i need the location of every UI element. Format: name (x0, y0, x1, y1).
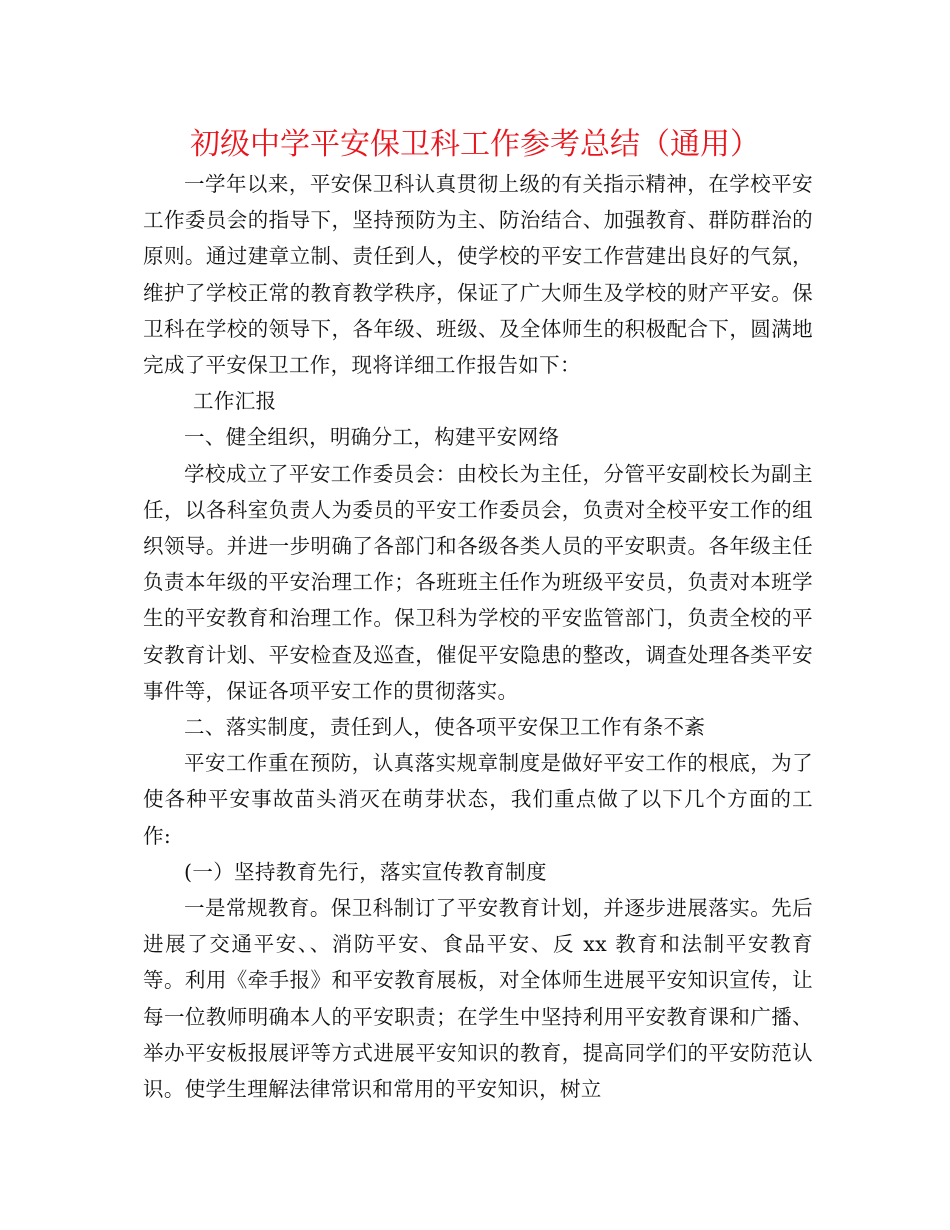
document-body (143, 166, 813, 1107)
paragraph-section-1: 学校成立了平安工作委员会：由校长为主任，分管平安副校长为副主任，以各科室负责人为委员的平安工作委员会，负责对全校平安工作的组织领导。并进一步明确了各部门和各级各类人员的平安职责。各年级主任负责本年级的平安治理工作；各班班主任作为班级平安员，负责对本班学生的平安教育和治理工作。保卫科为学校的平安监管部门，负责全校的平安教育计划、平安检查及巡查，催促平安隐患的整改，调查处理各类平安事件等，保证各项平安工作的贯彻落实。 (143, 461, 813, 703)
heading-subsection-1: (一）坚持教育先行，落实宣传教育制度 (184, 859, 547, 884)
paragraph-section-2: 平安工作重在预防，认真落实规章制度是做好平安工作的根底，为了使各种平安事故苗头消灭在萌芽状态，我们重点做了以下几个方面的工作: (143, 751, 813, 848)
paragraph-intro: 一学年以来，平安保卫科认真贯彻上级的有关指示精神，在学校平安工作委员会的指导下，坚持预防为主、防治结合、加强教育、群防群治的原则。通过建章立制、责任到人，使学校的平安工作营建出良好的气氛，维护了学校正常的教育教学秩序，保证了广大师生及学校的财产平安。保卫科在学校的领导下，各年级、班级、及全体师生的积极配合下，圆满地完成了平安保卫工作，现将详细工作报告如下： (143, 172, 813, 378)
heading-work-report: 工作汇报 (193, 389, 277, 414)
heading-section-1: 一、健全组织，明确分工，构建平安网络 (184, 425, 560, 450)
heading-section-2: 二、落实制度，责任到人，使各项平安保卫工作有条不紊 (184, 715, 706, 740)
paragraph-subsection-1: 一是常规教育。保卫科制订了平安教育计划，并逐步进展落实。先后进展了交通平安、、消防平安、食品平安、反 xx 教育和法制平安教育等。利用《牵手报》和平安教育展板，对全体师生进展平安知识宣传，让每一位教师明确本人的平安职责；在学生中坚持利用平安教育课和广播、举办平安板报展评等方式进展平安知识的教育，提高同学们的平安防范认识。使学生理解法律常识和常用的平安知识，树立 (143, 896, 813, 1102)
document-title: 初级中学平安保卫科工作参考总结（通用） (190, 127, 760, 162)
